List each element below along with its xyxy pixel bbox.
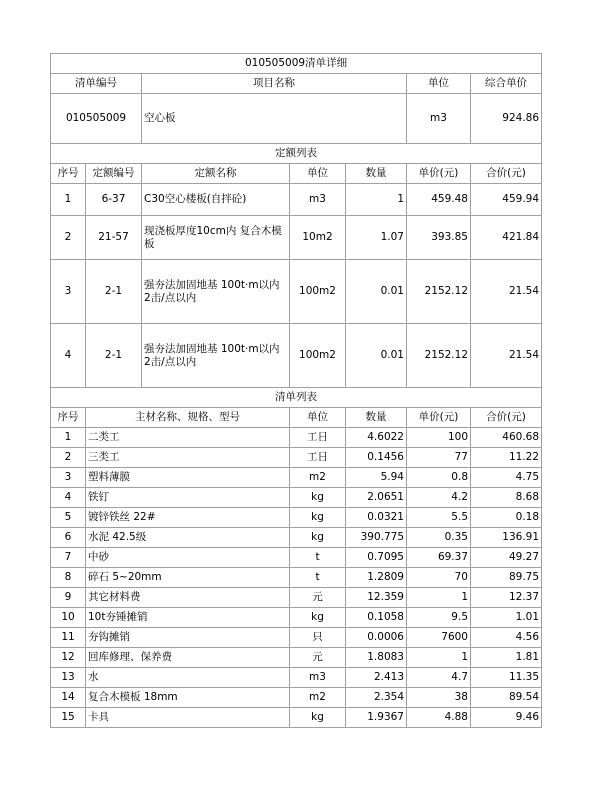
quota-header-quota-name: 定额名称 <box>142 164 290 184</box>
bill-detail-table <box>50 53 542 728</box>
materials-cell-seq: 7 <box>51 548 86 568</box>
materials-cell-unit-price: 4.2 <box>407 488 471 508</box>
bill-price-header: 综合单价 <box>471 74 542 94</box>
quota-header-seq: 序号 <box>51 164 86 184</box>
materials-cell-total-price: 12.37 <box>471 588 542 608</box>
materials-cell-material-name: 镀锌铁丝 22# <box>86 508 290 528</box>
materials-cell-unit-price: 1 <box>407 588 471 608</box>
materials-cell-seq: 6 <box>51 528 86 548</box>
materials-cell-total-price: 0.18 <box>471 508 542 528</box>
table-row <box>51 324 542 388</box>
table-row <box>51 184 542 216</box>
table-row <box>51 668 542 688</box>
materials-cell-total-price: 11.22 <box>471 448 542 468</box>
quota-cell-total-price: 21.54 <box>471 324 542 388</box>
materials-cell-unit: t <box>290 548 346 568</box>
quota-cell-unit: 100m2 <box>290 260 346 324</box>
materials-cell-unit: kg <box>290 528 346 548</box>
quota-cell-quota-code: 2-1 <box>86 324 142 388</box>
quota-cell-quota-name: 现浇板厚度10cm内 复合木模板 <box>142 216 290 260</box>
materials-cell-seq: 9 <box>51 588 86 608</box>
table-row <box>51 448 542 468</box>
materials-cell-material-name: 10t夯锤摊销 <box>86 608 290 628</box>
quota-cell-quantity: 1.07 <box>346 216 407 260</box>
quota-cell-quota-name: C30空心楼板(自拌砼) <box>142 184 290 216</box>
materials-cell-unit-price: 1 <box>407 648 471 668</box>
materials-cell-unit-price: 5.5 <box>407 508 471 528</box>
materials-cell-total-price: 11.35 <box>471 668 542 688</box>
materials-cell-total-price: 8.68 <box>471 488 542 508</box>
materials-cell-seq: 1 <box>51 428 86 448</box>
materials-cell-material-name: 其它材料费 <box>86 588 290 608</box>
table-row <box>51 588 542 608</box>
table-row <box>51 568 542 588</box>
quota-cell-seq: 4 <box>51 324 86 388</box>
quota-section-title: 定额列表 <box>51 144 542 164</box>
materials-cell-unit: 元 <box>290 588 346 608</box>
quota-section-row <box>51 144 542 164</box>
materials-cell-unit-price: 70 <box>407 568 471 588</box>
materials-cell-unit: 工日 <box>290 448 346 468</box>
materials-cell-material-name: 水泥 42.5级 <box>86 528 290 548</box>
bill-unit-header: 单位 <box>407 74 471 94</box>
materials-cell-seq: 5 <box>51 508 86 528</box>
bill-code-header: 清单编号 <box>51 74 142 94</box>
table-row <box>51 608 542 628</box>
quota-cell-quantity: 0.01 <box>346 260 407 324</box>
quota-header-unit-price: 单价(元) <box>407 164 471 184</box>
materials-cell-unit: m2 <box>290 688 346 708</box>
quota-cell-unit: 100m2 <box>290 324 346 388</box>
title-row <box>51 54 542 74</box>
materials-section-title: 清单列表 <box>51 388 542 408</box>
materials-cell-material-name: 中砂 <box>86 548 290 568</box>
materials-cell-quantity: 1.2809 <box>346 568 407 588</box>
materials-cell-material-name: 夯钩摊销 <box>86 628 290 648</box>
materials-cell-unit-price: 9.5 <box>407 608 471 628</box>
quota-cell-total-price: 421.84 <box>471 216 542 260</box>
materials-cell-total-price: 460.68 <box>471 428 542 448</box>
quota-cell-unit-price: 459.48 <box>407 184 471 216</box>
bill-code: 010505009 <box>51 94 142 144</box>
materials-cell-seq: 15 <box>51 708 86 728</box>
bill-header-row <box>51 74 542 94</box>
materials-cell-unit-price: 69.37 <box>407 548 471 568</box>
materials-cell-unit: 元 <box>290 648 346 668</box>
table-row <box>51 528 542 548</box>
materials-cell-quantity: 0.7095 <box>346 548 407 568</box>
materials-cell-material-name: 水 <box>86 668 290 688</box>
table-row <box>51 488 542 508</box>
bill-price: 924.86 <box>471 94 542 144</box>
quota-cell-unit: m3 <box>290 184 346 216</box>
materials-cell-unit-price: 100 <box>407 428 471 448</box>
materials-cell-total-price: 89.54 <box>471 688 542 708</box>
materials-cell-seq: 2 <box>51 448 86 468</box>
materials-cell-seq: 13 <box>51 668 86 688</box>
quota-header-row <box>51 164 542 184</box>
materials-cell-material-name: 回库修理、保养费 <box>86 648 290 668</box>
materials-cell-total-price: 9.46 <box>471 708 542 728</box>
quota-cell-seq: 3 <box>51 260 86 324</box>
table-row <box>51 428 542 448</box>
materials-cell-unit: kg <box>290 708 346 728</box>
materials-cell-quantity: 2.0651 <box>346 488 407 508</box>
materials-cell-material-name: 复合木模板 18mm <box>86 688 290 708</box>
materials-header-seq: 序号 <box>51 408 86 428</box>
materials-cell-quantity: 1.9367 <box>346 708 407 728</box>
materials-cell-unit-price: 38 <box>407 688 471 708</box>
materials-cell-total-price: 49.27 <box>471 548 542 568</box>
materials-cell-quantity: 0.1058 <box>346 608 407 628</box>
materials-header-row <box>51 408 542 428</box>
table-row <box>51 708 542 728</box>
bill-name: 空心板 <box>142 94 407 144</box>
materials-cell-material-name: 碎石 5~20mm <box>86 568 290 588</box>
table-row <box>51 216 542 260</box>
quota-header-quantity: 数量 <box>346 164 407 184</box>
quota-cell-quota-name: 强夯法加固地基 100t·m以内 2击/点以内 <box>142 260 290 324</box>
table-row <box>51 628 542 648</box>
materials-cell-material-name: 卡具 <box>86 708 290 728</box>
materials-cell-material-name: 三类工 <box>86 448 290 468</box>
materials-cell-unit: kg <box>290 508 346 528</box>
materials-cell-quantity: 0.0006 <box>346 628 407 648</box>
materials-cell-unit-price: 4.88 <box>407 708 471 728</box>
materials-cell-quantity: 5.94 <box>346 468 407 488</box>
materials-cell-unit-price: 4.7 <box>407 668 471 688</box>
materials-cell-seq: 14 <box>51 688 86 708</box>
materials-cell-material-name: 二类工 <box>86 428 290 448</box>
materials-cell-total-price: 136.91 <box>471 528 542 548</box>
materials-cell-quantity: 2.354 <box>346 688 407 708</box>
materials-cell-quantity: 0.1456 <box>346 448 407 468</box>
materials-section-row <box>51 388 542 408</box>
quota-cell-unit-price: 2152.12 <box>407 324 471 388</box>
materials-header-material-name: 主材名称、规格、型号 <box>86 408 290 428</box>
materials-cell-quantity: 12.359 <box>346 588 407 608</box>
quota-cell-quota-code: 2-1 <box>86 260 142 324</box>
materials-cell-unit-price: 0.8 <box>407 468 471 488</box>
materials-cell-unit: kg <box>290 608 346 628</box>
materials-cell-unit-price: 77 <box>407 448 471 468</box>
bill-name-header: 项目名称 <box>142 74 407 94</box>
materials-cell-seq: 10 <box>51 608 86 628</box>
quota-header-unit: 单位 <box>290 164 346 184</box>
quota-cell-quota-code: 21-57 <box>86 216 142 260</box>
table-row <box>51 260 542 324</box>
quota-cell-total-price: 459.94 <box>471 184 542 216</box>
materials-header-total-price: 合价(元) <box>471 408 542 428</box>
table-row <box>51 548 542 568</box>
table-row <box>51 648 542 668</box>
quota-cell-total-price: 21.54 <box>471 260 542 324</box>
materials-cell-unit: t <box>290 568 346 588</box>
materials-cell-unit: kg <box>290 488 346 508</box>
quota-cell-quantity: 0.01 <box>346 324 407 388</box>
materials-cell-quantity: 4.6022 <box>346 428 407 448</box>
quota-cell-seq: 1 <box>51 184 86 216</box>
materials-cell-seq: 11 <box>51 628 86 648</box>
materials-header-quantity: 数量 <box>346 408 407 428</box>
quota-cell-quota-name: 强夯法加固地基 100t·m以内 2击/点以内 <box>142 324 290 388</box>
materials-cell-quantity: 2.413 <box>346 668 407 688</box>
bill-unit: m3 <box>407 94 471 144</box>
materials-cell-quantity: 0.0321 <box>346 508 407 528</box>
quota-cell-unit-price: 393.85 <box>407 216 471 260</box>
table-row <box>51 688 542 708</box>
materials-cell-quantity: 390.775 <box>346 528 407 548</box>
materials-cell-unit: m3 <box>290 668 346 688</box>
quota-header-total-price: 合价(元) <box>471 164 542 184</box>
materials-cell-unit-price: 7600 <box>407 628 471 648</box>
materials-header-unit: 单位 <box>290 408 346 428</box>
quota-header-quota-code: 定额编号 <box>86 164 142 184</box>
quota-cell-quantity: 1 <box>346 184 407 216</box>
table-row <box>51 508 542 528</box>
materials-cell-unit: 工日 <box>290 428 346 448</box>
quota-cell-seq: 2 <box>51 216 86 260</box>
materials-cell-seq: 12 <box>51 648 86 668</box>
materials-cell-total-price: 1.01 <box>471 608 542 628</box>
materials-cell-seq: 8 <box>51 568 86 588</box>
quota-cell-quota-code: 6-37 <box>86 184 142 216</box>
materials-cell-unit: 只 <box>290 628 346 648</box>
materials-cell-material-name: 铁钉 <box>86 488 290 508</box>
materials-cell-unit-price: 0.35 <box>407 528 471 548</box>
materials-cell-total-price: 1.81 <box>471 648 542 668</box>
materials-cell-unit: m2 <box>290 468 346 488</box>
materials-header-unit-price: 单价(元) <box>407 408 471 428</box>
bill-item-row <box>51 94 542 144</box>
materials-cell-quantity: 1.8083 <box>346 648 407 668</box>
page-title: 010505009清单详细 <box>51 54 542 74</box>
materials-cell-seq: 3 <box>51 468 86 488</box>
quota-cell-unit-price: 2152.12 <box>407 260 471 324</box>
materials-cell-material-name: 塑料薄膜 <box>86 468 290 488</box>
table-row <box>51 468 542 488</box>
materials-cell-total-price: 4.56 <box>471 628 542 648</box>
quota-cell-unit: 10m2 <box>290 216 346 260</box>
materials-cell-seq: 4 <box>51 488 86 508</box>
materials-cell-total-price: 4.75 <box>471 468 542 488</box>
materials-cell-total-price: 89.75 <box>471 568 542 588</box>
